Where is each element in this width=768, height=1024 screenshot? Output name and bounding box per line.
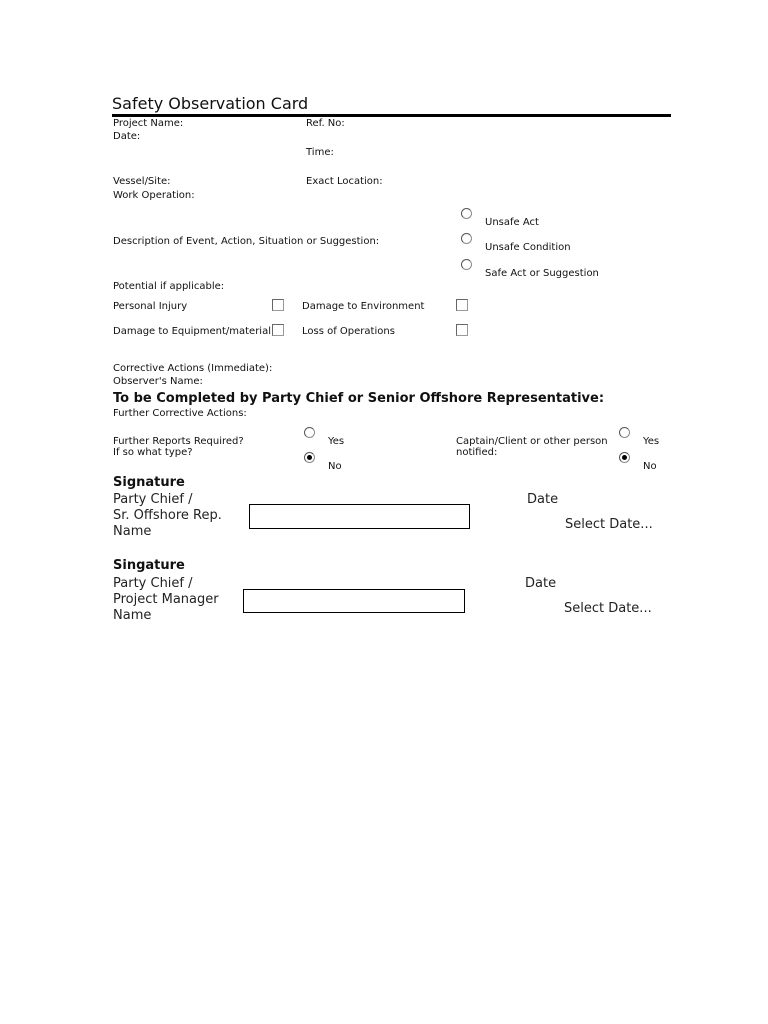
work-operation-label: Work Operation: bbox=[113, 190, 195, 201]
reports-no-radio[interactable] bbox=[304, 452, 315, 463]
signature2-heading: Singature bbox=[113, 558, 185, 573]
exact-location-label: Exact Location: bbox=[306, 176, 383, 187]
further-actions-label: Further Corrective Actions: bbox=[113, 408, 247, 419]
safe-act-label: Safe Act or Suggestion bbox=[485, 268, 599, 279]
reports-type-label: If so what type? bbox=[113, 447, 193, 458]
unsafe-condition-label: Unsafe Condition bbox=[485, 242, 571, 253]
reports-required-label: Further Reports Required? bbox=[113, 436, 244, 447]
potential-label: Potential if applicable: bbox=[113, 281, 225, 292]
notified-label-line2: notified: bbox=[456, 447, 498, 458]
ref-no-label: Ref. No: bbox=[306, 118, 345, 129]
notified-no-radio[interactable] bbox=[619, 452, 630, 463]
signature1-heading: Signature bbox=[113, 475, 185, 490]
signature2-date-label: Date bbox=[525, 576, 557, 591]
signature1-line1: Party Chief / bbox=[113, 492, 193, 507]
safe-act-radio[interactable] bbox=[461, 259, 472, 270]
signature2-line1: Party Chief / bbox=[113, 576, 193, 591]
damage-equipment-label: Damage to Equipment/material bbox=[113, 326, 271, 337]
project-name-label: Project Name: bbox=[113, 118, 184, 129]
loss-operations-label: Loss of Operations bbox=[302, 326, 395, 337]
notified-yes-label: Yes bbox=[643, 436, 660, 447]
personal-injury-label: Personal Injury bbox=[113, 301, 188, 312]
signature1-line3: Name bbox=[113, 524, 152, 539]
reports-no-label: No bbox=[328, 461, 342, 472]
date-label: Date: bbox=[113, 131, 141, 142]
time-label: Time: bbox=[306, 147, 334, 158]
damage-environment-checkbox[interactable] bbox=[456, 299, 468, 311]
unsafe-act-label: Unsafe Act bbox=[485, 217, 539, 228]
vessel-site-label: Vessel/Site: bbox=[113, 176, 171, 187]
signature2-line3: Name bbox=[113, 608, 152, 623]
observer-name-label: Observer's Name: bbox=[113, 376, 203, 387]
unsafe-act-radio[interactable] bbox=[461, 208, 472, 219]
unsafe-condition-radio[interactable] bbox=[461, 233, 472, 244]
section2-heading: To be Completed by Party Chief or Senior Offshore Representative: bbox=[113, 391, 605, 406]
corrective-immediate-label: Corrective Actions (Immediate): bbox=[113, 363, 273, 374]
page-title: Safety Observation Card bbox=[112, 94, 309, 113]
loss-operations-checkbox[interactable] bbox=[456, 324, 468, 336]
title-rule bbox=[112, 114, 671, 117]
damage-equipment-checkbox[interactable] bbox=[272, 324, 284, 336]
signature2-date-picker[interactable]: Select Date... bbox=[564, 601, 652, 616]
signature2-name-input[interactable] bbox=[243, 589, 465, 613]
signature1-line2: Sr. Offshore Rep. bbox=[113, 508, 222, 523]
notified-yes-radio[interactable] bbox=[619, 427, 630, 438]
damage-environment-label: Damage to Environment bbox=[302, 301, 425, 312]
notified-label-line1: Captain/Client or other person bbox=[456, 436, 608, 447]
personal-injury-checkbox[interactable] bbox=[272, 299, 284, 311]
reports-yes-radio[interactable] bbox=[304, 427, 315, 438]
signature1-date-label: Date bbox=[527, 492, 559, 507]
description-label: Description of Event, Action, Situation or Suggestion: bbox=[113, 236, 380, 247]
signature1-date-picker[interactable]: Select Date... bbox=[565, 517, 653, 532]
reports-yes-label: Yes bbox=[328, 436, 345, 447]
signature1-name-input[interactable] bbox=[249, 504, 470, 529]
signature2-line2: Project Manager bbox=[113, 592, 219, 607]
notified-no-label: No bbox=[643, 461, 657, 472]
